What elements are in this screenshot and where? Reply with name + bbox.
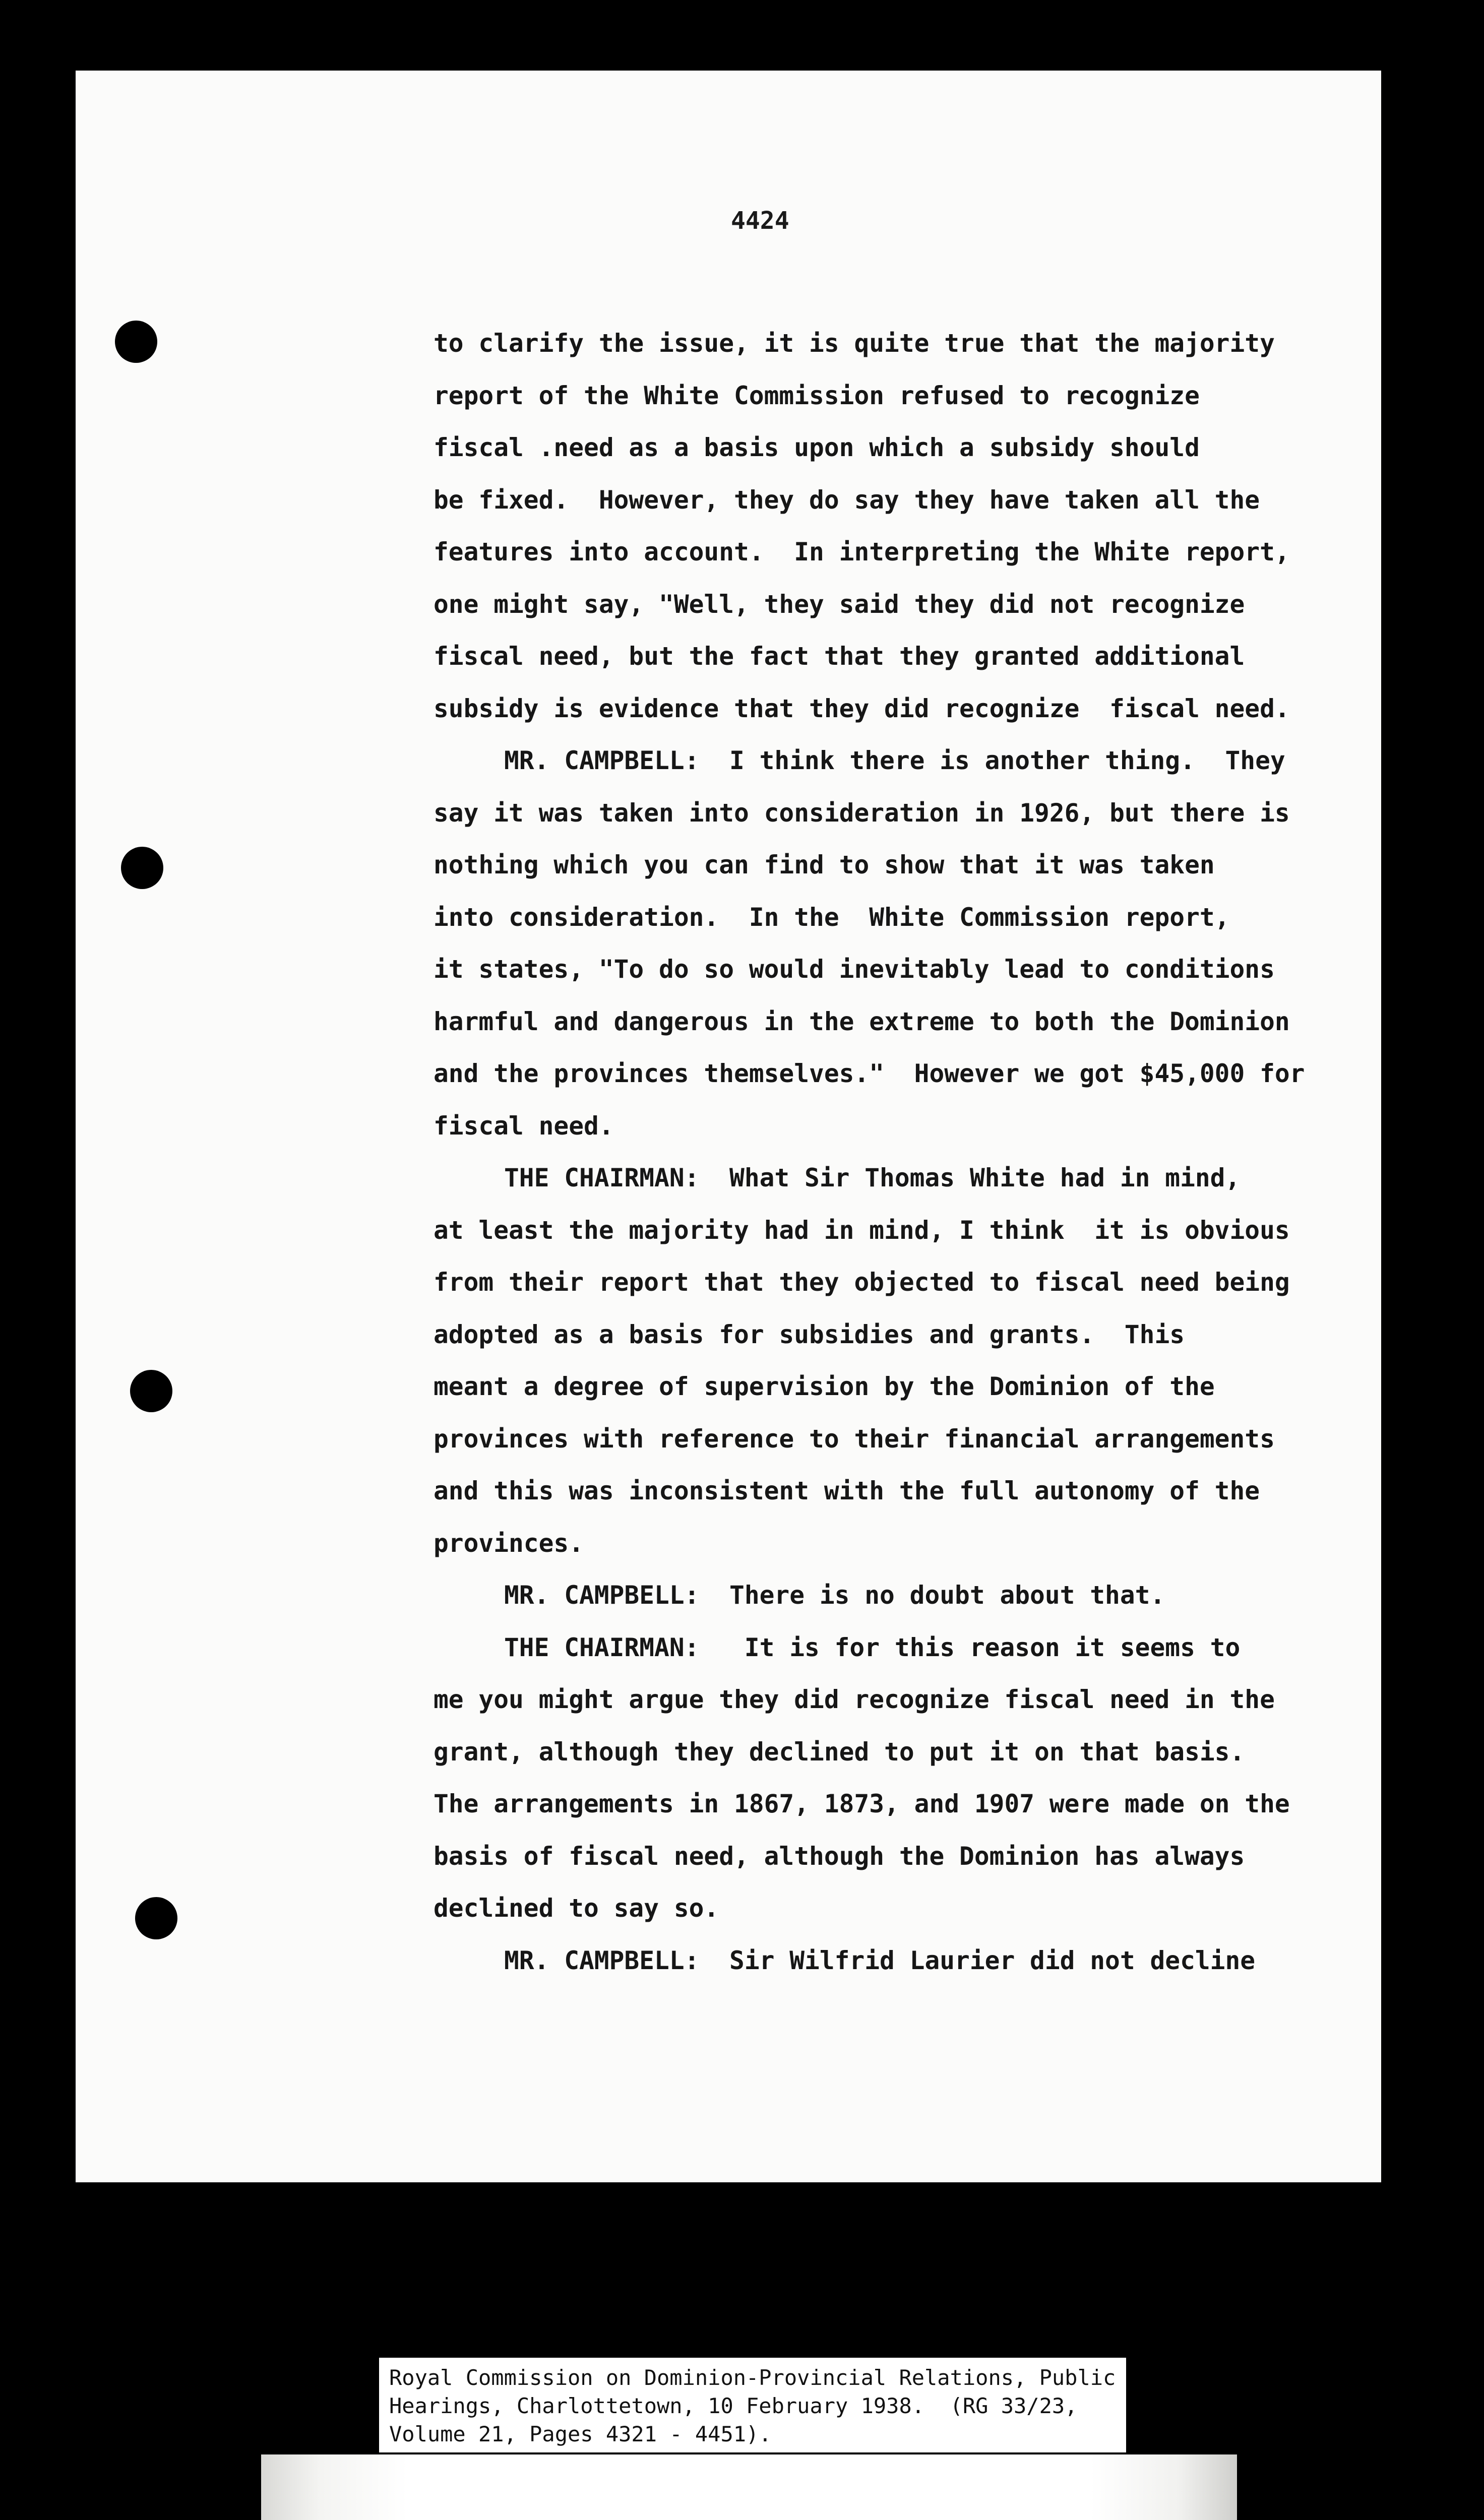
- binder-hole-3: [130, 1370, 172, 1412]
- binder-hole-4: [135, 1897, 177, 1939]
- text-line: to clarify the issue, it is quite true that the majority: [434, 329, 1275, 358]
- document-page: [76, 71, 1381, 2182]
- archive-caption: [379, 2358, 1126, 2452]
- caption-line: Volume 21, Pages 4321 - 4451).: [389, 2422, 772, 2446]
- caption-line: Royal Commission on Dominion-Provincial Relations, Public: [389, 2365, 1116, 2390]
- page-number: 4424: [731, 207, 789, 235]
- text-line: say it was taken into consideration in 1926, but there is: [434, 798, 1290, 828]
- text-line: provinces with reference to their financial arrangements: [434, 1424, 1275, 1454]
- text-line: provinces.: [434, 1528, 584, 1558]
- text-line: fiscal .need as a basis upon which a subsidy should: [434, 433, 1200, 462]
- text-line: report of the White Commission refused to recognize: [434, 381, 1200, 410]
- binder-hole-2: [121, 847, 163, 889]
- text-line: it states, "To do so would inevitably lead to conditions: [434, 955, 1275, 984]
- text-line: grant, although they declined to put it on that basis.: [434, 1737, 1245, 1767]
- text-line: features into account. In interpreting the White report,: [434, 537, 1290, 566]
- caption-line: Hearings, Charlottetown, 10 February 1938. (RG 33/23,: [389, 2393, 1078, 2418]
- text-line: declined to say so.: [434, 1894, 719, 1923]
- transcript-text: [434, 318, 1371, 1987]
- text-line: and the provinces themselves." However we got $45,000 for: [434, 1059, 1305, 1088]
- text-line: and this was inconsistent with the full autonomy of the: [434, 1476, 1260, 1505]
- text-line: fiscal need.: [434, 1111, 614, 1141]
- text-line: into consideration. In the White Commission report,: [434, 902, 1230, 932]
- text-line: meant a degree of supervision by the Dominion of the: [434, 1372, 1215, 1401]
- text-line: basis of fiscal need, although the Dominion has always: [434, 1841, 1245, 1871]
- text-line: at least the majority had in mind, I think it is obvious: [434, 1215, 1290, 1245]
- text-line: subsidy is evidence that they did recognize fiscal need.: [434, 694, 1290, 723]
- text-line: from their report that they objected to fiscal need being: [434, 1268, 1290, 1297]
- text-line: THE CHAIRMAN: What Sir Thomas White had in mind,: [504, 1163, 1241, 1192]
- text-line: THE CHAIRMAN: It is for this reason it seems to: [504, 1632, 1241, 1662]
- text-line: MR. CAMPBELL: There is no doubt about that.: [504, 1581, 1165, 1610]
- text-line: The arrangements in 1867, 1873, and 1907 were made on the: [434, 1789, 1290, 1818]
- text-line: fiscal need, but the fact that they granted additional: [434, 642, 1245, 671]
- text-line: be fixed. However, they do say they have taken all the: [434, 485, 1260, 515]
- text-line: harmful and dangerous in the extreme to both the Dominion: [434, 1006, 1290, 1036]
- text-line: nothing which you can find to show that it was taken: [434, 850, 1215, 879]
- text-line: me you might argue they did recognize fiscal need in the: [434, 1685, 1275, 1714]
- text-line: one might say, "Well, they said they did not recognize: [434, 589, 1245, 619]
- text-line: MR. CAMPBELL: I think there is another thing. They: [504, 746, 1285, 775]
- binder-hole-1: [115, 321, 157, 363]
- archives-stamp: [261, 2454, 1237, 2520]
- text-line: MR. CAMPBELL: Sir Wilfrid Laurier did not decline: [504, 1945, 1256, 1975]
- text-line: adopted as a basis for subsidies and grants. This: [434, 1319, 1185, 1349]
